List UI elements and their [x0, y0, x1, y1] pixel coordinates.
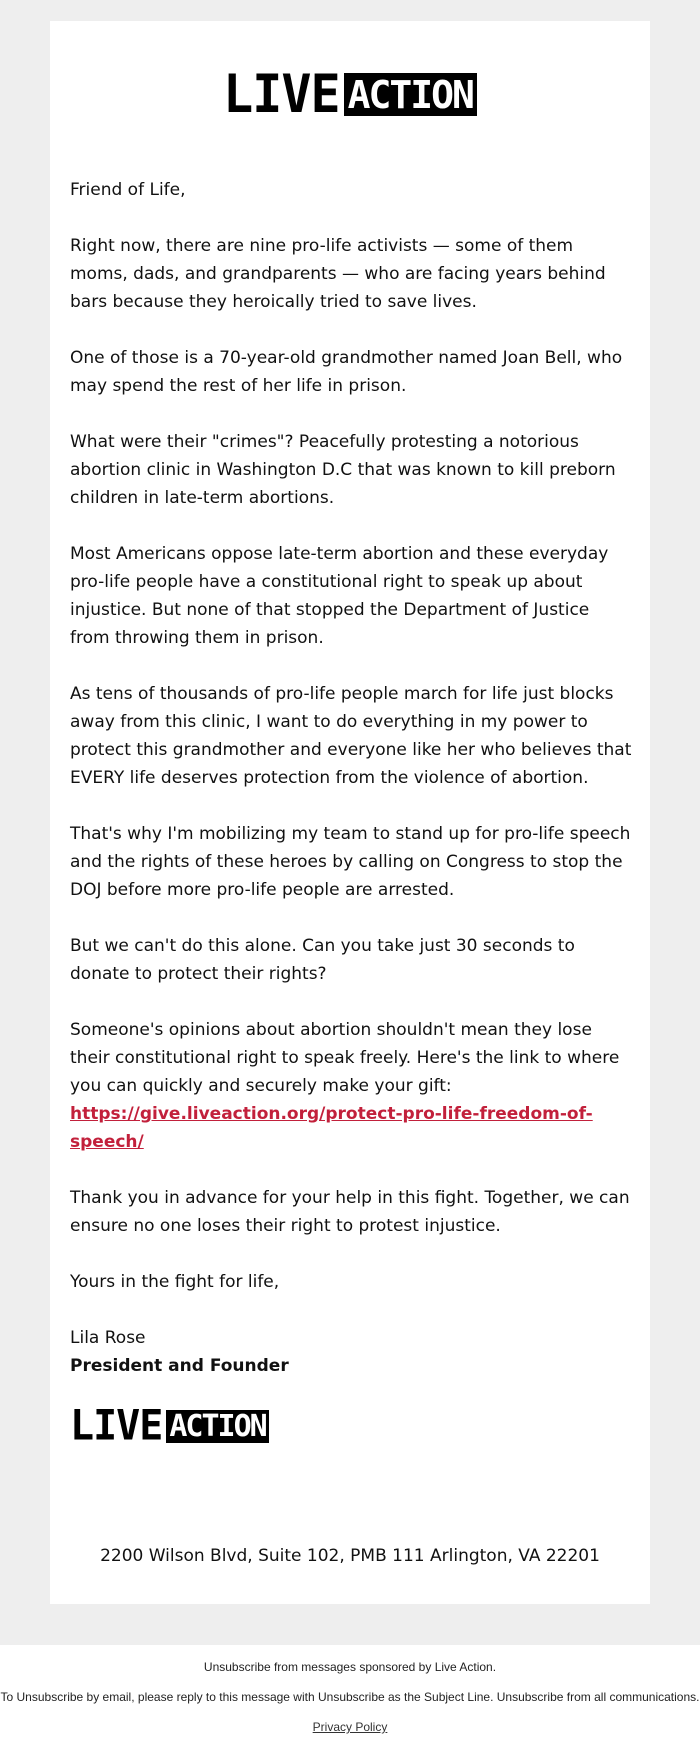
logo-live-text: LIVE [70, 1401, 163, 1451]
paragraph: Right now, there are nine pro-life activists — some of them moms, dads, and grandparents — who are facing years behind bars because they heroically tried to save lives. [70, 236, 606, 312]
donation-link[interactable]: https://give.liveaction.org/protect-pro-life-freedom-of-speech/ [70, 1104, 593, 1152]
signer-title: President and Founder [70, 1356, 289, 1376]
paragraph: What were their "crimes"? Peacefully protesting a notorious abortion clinic in Washington D.C that was known to kill preborn children in late-term abortions. [70, 432, 616, 508]
logo-action-text: ACTION [344, 73, 477, 116]
paragraph: But we can't do this alone. Can you take just 30 seconds to donate to protect their rights? [70, 936, 575, 984]
letter-body [70, 176, 632, 1380]
salutation: Friend of Life, [70, 180, 186, 200]
privacy-policy-link[interactable]: Privacy Policy [312, 1720, 388, 1734]
signature [70, 1324, 632, 1380]
mailing-address: 2200 Wilson Blvd, Suite 102, PMB 111 Arlington, VA 22201 [100, 1546, 600, 1566]
thanks-paragraph: Thank you in advance for your help in this fight. Together, we can ensure no one loses their right to protest injustice. [70, 1188, 630, 1236]
paragraph: As tens of thousands of pro-life people march for life just blocks away from this clinic, I want to do everything in my power to protect this grandmother and everyone like her who believes that EVERY life deserves protection from the violence of abortion. [70, 684, 632, 788]
closing: Yours in the fight for life, [70, 1272, 280, 1292]
paragraph: That's why I'm mobilizing my team to stand up for pro-life speech and the rights of these heroes by calling on Congress to stop the DOJ before more pro-life people are arrested. [70, 824, 631, 900]
unsubscribe-email-instructions[interactable]: To Unsubscribe by email, please reply to this message with Unsubscribe as the Subject Line. Unsubscribe from all communications. [0, 1690, 700, 1704]
email-footer [0, 1660, 700, 1750]
logo-action-text: ACTION [166, 1410, 268, 1443]
paragraph: One of those is a 70-year-old grandmother named Joan Bell, who may spend the rest of her life in prison. [70, 348, 623, 396]
donation-paragraph [70, 1016, 632, 1156]
signer-name: Lila Rose [70, 1328, 146, 1348]
live-action-logo [50, 63, 650, 125]
donation-paragraph-text: Someone's opinions about abortion shouldn't mean they lose their constitutional right to speak freely. Here's the link to where you can quickly and securely make your gift: [70, 1020, 620, 1096]
unsubscribe-sponsored-link[interactable]: Unsubscribe from messages sponsored by Live Action. [203, 1660, 497, 1674]
live-action-logo-footer [70, 1401, 269, 1451]
email-card [50, 21, 650, 1604]
paragraph: Most Americans oppose late-term abortion and these everyday pro-life people have a constitutional right to speak up about injustice. But none of that stopped the Department of Justice from throwing them in prison. [70, 544, 609, 648]
logo-live-text: LIVE [223, 63, 340, 125]
